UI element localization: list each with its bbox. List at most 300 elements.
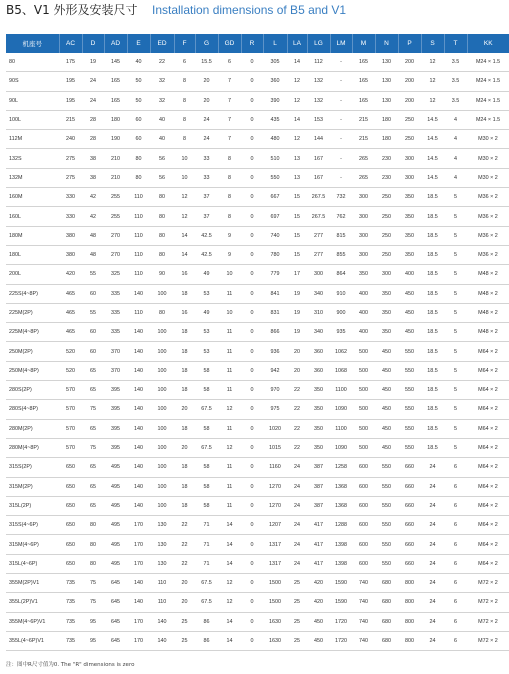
table-row — [6, 245, 509, 264]
dimension-cell: 8 — [218, 188, 241, 207]
dimension-cell: 18.5 — [421, 438, 444, 457]
dimension-cell: 740 — [352, 612, 375, 631]
dimension-cell: M72 × 2 — [467, 574, 509, 593]
dimension-cell: - — [330, 53, 352, 72]
dimension-cell: 680 — [375, 593, 398, 612]
dimension-cell: 1398 — [330, 554, 352, 573]
dimension-cell: 0 — [241, 496, 263, 515]
dimension-cell: 18 — [174, 323, 195, 342]
dimension-cell: 800 — [398, 631, 421, 650]
table-row — [6, 188, 509, 207]
dimension-cell: 12 — [421, 72, 444, 91]
dimension-cell: 8 — [218, 149, 241, 168]
dimension-cell: 165 — [104, 91, 127, 110]
dimension-cell: 14 — [287, 53, 307, 72]
dimension-cell: 0 — [241, 284, 263, 303]
dimension-cell: 12 — [174, 188, 195, 207]
table-row — [6, 361, 509, 380]
dimension-cell: 300 — [307, 265, 330, 284]
dimension-cell: 11 — [218, 419, 241, 438]
frame-size-cell: 315M(2P) — [6, 477, 59, 496]
dimension-cell: 8 — [174, 130, 195, 149]
dimension-cell: 6 — [444, 496, 467, 515]
title-english: Installation dimensions of B5 and V1 — [151, 3, 347, 17]
dimension-cell: 100 — [150, 361, 174, 380]
table-row — [6, 593, 509, 612]
dimension-cell: 275 — [59, 149, 82, 168]
dimension-cell: 660 — [398, 535, 421, 554]
dimension-cell: 0 — [241, 361, 263, 380]
frame-size-cell: 132M — [6, 168, 59, 187]
dimension-cell: 8 — [174, 110, 195, 129]
column-header: ED — [150, 34, 174, 53]
dimension-cell: 270 — [104, 226, 127, 245]
dimension-cell: 16 — [174, 303, 195, 322]
dimension-cell: 395 — [104, 419, 127, 438]
dimension-cell: 12 — [287, 130, 307, 149]
dimension-cell: 5 — [444, 284, 467, 303]
dimension-cell: 300 — [375, 265, 398, 284]
dimension-cell: 417 — [307, 535, 330, 554]
dimension-cell: 48 — [82, 226, 104, 245]
dimension-cell: 22 — [287, 400, 307, 419]
dimension-cell: 0 — [241, 400, 263, 419]
dimension-cell: 495 — [104, 496, 127, 515]
column-header: LG — [307, 34, 330, 53]
dimension-cell: 67.5 — [195, 438, 218, 457]
dimension-cell: 395 — [104, 381, 127, 400]
dimension-cell: 3.5 — [444, 72, 467, 91]
dimension-cell: M64 × 2 — [467, 419, 509, 438]
dimension-cell: 350 — [375, 284, 398, 303]
dimension-cell: 335 — [104, 284, 127, 303]
table-header-row — [6, 34, 509, 53]
dimension-cell: 13 — [287, 149, 307, 168]
dimension-cell: 1015 — [263, 438, 287, 457]
dimension-cell: 6 — [218, 53, 241, 72]
dimension-cell: 165 — [352, 53, 375, 72]
dimension-cell: 350 — [398, 188, 421, 207]
dimension-cell: 38 — [82, 149, 104, 168]
dimension-cell: 417 — [307, 554, 330, 573]
dimension-cell: 780 — [263, 245, 287, 264]
dimension-cell: 395 — [104, 438, 127, 457]
dimension-cell: 16 — [174, 265, 195, 284]
dimension-cell: 0 — [241, 72, 263, 91]
dimension-cell: 230 — [375, 168, 398, 187]
dimension-cell: 510 — [263, 149, 287, 168]
frame-size-cell: 355L(2P)V1 — [6, 593, 59, 612]
dimension-cell: 18.5 — [421, 207, 444, 226]
dimension-cell: M30 × 2 — [467, 130, 509, 149]
dimension-cell: 170 — [127, 612, 150, 631]
dimension-cell: 255 — [104, 188, 127, 207]
dimension-cell: 24 — [421, 593, 444, 612]
dimension-cell: 6 — [444, 631, 467, 650]
title-chinese: B5、V1 外形及安装尺寸 — [6, 3, 138, 17]
dimension-cell: 14 — [218, 554, 241, 573]
dimension-cell: 55 — [82, 303, 104, 322]
dimension-cell: 1160 — [263, 458, 287, 477]
dimension-cell: 3.5 — [444, 53, 467, 72]
dimension-cell: 215 — [352, 130, 375, 149]
dimension-cell: 935 — [330, 323, 352, 342]
dimension-cell: 0 — [241, 593, 263, 612]
dimension-cell: 58 — [195, 458, 218, 477]
dimension-cell: M64 × 2 — [467, 535, 509, 554]
dimension-cell: 65 — [82, 496, 104, 515]
dimension-cell: 18.5 — [421, 361, 444, 380]
dimension-cell: 650 — [59, 477, 82, 496]
dimension-cell: 180 — [375, 130, 398, 149]
dimension-cell: 100 — [150, 477, 174, 496]
dimension-cell: 210 — [104, 168, 127, 187]
column-header: P — [398, 34, 421, 53]
table-row — [6, 381, 509, 400]
frame-size-cell: 112M — [6, 130, 59, 149]
table-row — [6, 400, 509, 419]
frame-size-cell: 132S — [6, 149, 59, 168]
dimension-cell: 56 — [150, 168, 174, 187]
dimension-cell: 49 — [195, 265, 218, 284]
dimension-cell: 255 — [104, 207, 127, 226]
dimension-cell: 250 — [375, 245, 398, 264]
frame-size-cell: 225M(4~8P) — [6, 323, 59, 342]
dimension-cell: 350 — [398, 226, 421, 245]
dimension-cell: 15.5 — [195, 53, 218, 72]
dimension-cell: 732 — [330, 188, 352, 207]
table-body — [6, 53, 509, 651]
frame-size-cell: 250M(2P) — [6, 342, 59, 361]
dimension-cell: 0 — [241, 188, 263, 207]
dimension-cell: 267.5 — [307, 188, 330, 207]
dimension-cell: 165 — [104, 72, 127, 91]
dimension-cell: 550 — [398, 361, 421, 380]
dimension-cell: 735 — [59, 612, 82, 631]
dimension-cell: 335 — [104, 323, 127, 342]
dimension-cell: 1207 — [263, 516, 287, 535]
dimension-cell: 25 — [287, 631, 307, 650]
dimension-cell: M64 × 2 — [467, 381, 509, 400]
dimension-cell: 0 — [241, 207, 263, 226]
dimension-cell: 4 — [444, 149, 467, 168]
frame-size-cell: 280M(2P) — [6, 419, 59, 438]
dimension-cell: 53 — [195, 284, 218, 303]
dimension-cell: 0 — [241, 226, 263, 245]
dimension-cell: 0 — [241, 91, 263, 110]
dimension-cell: 450 — [398, 323, 421, 342]
dimension-cell: 6 — [444, 477, 467, 496]
dimension-cell: 140 — [150, 631, 174, 650]
dimension-cell: 250 — [375, 188, 398, 207]
dimension-cell: 0 — [241, 168, 263, 187]
dimension-cell: 18.5 — [421, 342, 444, 361]
dimension-cell: 600 — [352, 458, 375, 477]
dimension-cell: 0 — [241, 53, 263, 72]
dimension-cell: 24 — [421, 496, 444, 515]
dimension-cell: 42 — [82, 207, 104, 226]
dimension-cell: 550 — [375, 516, 398, 535]
dimension-cell: 100 — [150, 458, 174, 477]
dimension-cell: M64 × 2 — [467, 477, 509, 496]
dimension-cell: 520 — [59, 361, 82, 380]
dimension-cell: 387 — [307, 458, 330, 477]
dimension-cell: 18 — [174, 342, 195, 361]
dimension-cell: 4 — [444, 130, 467, 149]
dimension-cell: 132 — [307, 72, 330, 91]
dimension-cell: 500 — [352, 342, 375, 361]
column-header: G — [195, 34, 218, 53]
dimension-cell: 1258 — [330, 458, 352, 477]
dimension-cell: 250 — [375, 226, 398, 245]
dimension-cell: 132 — [307, 91, 330, 110]
frame-size-cell: 355L(4~6P)V1 — [6, 631, 59, 650]
dimension-cell: 90 — [150, 265, 174, 284]
dimension-cell: 110 — [150, 574, 174, 593]
dimension-cell: 0 — [241, 477, 263, 496]
dimension-cell: 40 — [150, 130, 174, 149]
dimension-cell: 110 — [150, 593, 174, 612]
dimension-cell: 0 — [241, 554, 263, 573]
dimension-cell: 80 — [127, 149, 150, 168]
dimension-cell: 0 — [241, 516, 263, 535]
dimension-cell: 200 — [398, 72, 421, 91]
dimension-cell: - — [330, 168, 352, 187]
dimension-cell: 17 — [287, 265, 307, 284]
dimension-cell: M24 × 1.5 — [467, 110, 509, 129]
dimension-cell: 1720 — [330, 612, 352, 631]
dimension-cell: 65 — [82, 477, 104, 496]
dimension-cell: 24 — [421, 516, 444, 535]
dimension-cell: 667 — [263, 188, 287, 207]
dimension-cell: 450 — [375, 381, 398, 400]
dimension-cell: 24 — [287, 516, 307, 535]
dimension-cell: 465 — [59, 284, 82, 303]
dimension-cell: 420 — [59, 265, 82, 284]
dimension-cell: 267.5 — [307, 207, 330, 226]
dimension-cell: 15 — [287, 188, 307, 207]
dimension-cell: 400 — [398, 265, 421, 284]
dimension-cell: M64 × 2 — [467, 554, 509, 573]
dimension-cell: 167 — [307, 168, 330, 187]
dimension-cell: 350 — [398, 207, 421, 226]
dimension-cell: 24 — [421, 574, 444, 593]
dimension-cell: 550 — [375, 554, 398, 573]
dimension-cell: 110 — [127, 265, 150, 284]
dimension-cell: 95 — [82, 612, 104, 631]
column-header: M — [352, 34, 375, 53]
dimension-cell: 0 — [241, 419, 263, 438]
dimension-cell: 975 — [263, 400, 287, 419]
dimension-cell: 800 — [398, 612, 421, 631]
dimension-cell: 1020 — [263, 419, 287, 438]
dimension-cell: 275 — [59, 168, 82, 187]
dimension-cell: 600 — [352, 516, 375, 535]
dimension-cell: 24 — [287, 554, 307, 573]
dimension-cell: 67.5 — [195, 400, 218, 419]
dimension-cell: 650 — [59, 458, 82, 477]
frame-size-cell: 280S(4~8P) — [6, 400, 59, 419]
dimension-cell: M64 × 2 — [467, 400, 509, 419]
frame-size-cell: 315L(4~6P) — [6, 554, 59, 573]
dimension-cell: 395 — [104, 400, 127, 419]
dimension-cell: 495 — [104, 535, 127, 554]
dimension-cell: 80 — [150, 303, 174, 322]
dimension-cell: 100 — [150, 419, 174, 438]
dimension-cell: 387 — [307, 477, 330, 496]
dimension-cell: 7 — [218, 91, 241, 110]
dimension-cell: 175 — [59, 53, 82, 72]
dimension-cell: 0 — [241, 535, 263, 554]
dimension-cell: 60 — [82, 342, 104, 361]
dimension-cell: 650 — [59, 496, 82, 515]
dimension-cell: 24 — [421, 554, 444, 573]
dimension-cell: 277 — [307, 226, 330, 245]
dimension-cell: M30 × 2 — [467, 149, 509, 168]
dimension-cell: 645 — [104, 612, 127, 631]
dimension-cell: 500 — [352, 361, 375, 380]
table-row — [6, 535, 509, 554]
dimension-cell: M64 × 2 — [467, 496, 509, 515]
dimension-cell: 9 — [218, 226, 241, 245]
dimension-cell: 37 — [195, 207, 218, 226]
dimension-cell: 165 — [352, 91, 375, 110]
dimension-cell: 450 — [307, 612, 330, 631]
dimension-cell: 600 — [352, 477, 375, 496]
dimension-cell: 86 — [195, 631, 218, 650]
frame-size-cell: 355M(2P)V1 — [6, 574, 59, 593]
dimension-cell: 60 — [127, 110, 150, 129]
dimension-cell: 5 — [444, 361, 467, 380]
dimension-cell: 24 — [421, 458, 444, 477]
dimension-cell: 24 — [287, 458, 307, 477]
dimension-cell: M30 × 2 — [467, 168, 509, 187]
dimension-cell: 350 — [307, 438, 330, 457]
dimension-cell: 22 — [287, 381, 307, 400]
dimension-cell: 18.5 — [421, 245, 444, 264]
dimension-cell: 75 — [82, 593, 104, 612]
dimension-cell: 140 — [127, 361, 150, 380]
dimension-cell: 0 — [241, 323, 263, 342]
dimension-cell: 300 — [352, 226, 375, 245]
dimension-cell: M64 × 2 — [467, 438, 509, 457]
dimension-cell: 10 — [218, 265, 241, 284]
dimension-cell: 330 — [59, 207, 82, 226]
dimension-cell: 831 — [263, 303, 287, 322]
dimension-cell: 5 — [444, 438, 467, 457]
dimension-cell: 1090 — [330, 400, 352, 419]
dimension-cell: 58 — [195, 361, 218, 380]
dimension-cell: 495 — [104, 554, 127, 573]
dimension-cell: 130 — [375, 91, 398, 110]
dimension-cell: 20 — [195, 72, 218, 91]
dimension-cell: 8 — [174, 91, 195, 110]
dimension-cell: 900 — [330, 303, 352, 322]
dimension-cell: 75 — [82, 438, 104, 457]
dimension-cell: 650 — [59, 554, 82, 573]
dimension-cell: 800 — [398, 574, 421, 593]
dimension-cell: 815 — [330, 226, 352, 245]
dimension-cell: 5 — [444, 381, 467, 400]
dimension-cell: 1368 — [330, 477, 352, 496]
frame-size-cell: 225M(2P) — [6, 303, 59, 322]
dimension-cell: 230 — [375, 149, 398, 168]
dimension-cell: 13 — [287, 168, 307, 187]
dimension-cell: 310 — [307, 303, 330, 322]
dimension-cell: 495 — [104, 516, 127, 535]
table-row — [6, 458, 509, 477]
dimension-cell: 420 — [307, 593, 330, 612]
dimension-cell: 100 — [150, 323, 174, 342]
dimension-cell: 153 — [307, 110, 330, 129]
dimension-cell: 14 — [174, 245, 195, 264]
table-row — [6, 612, 509, 631]
dimension-cell: M72 × 2 — [467, 612, 509, 631]
column-header: 机座号 — [6, 34, 59, 53]
dimension-cell: 420 — [307, 574, 330, 593]
dimension-cell: 800 — [398, 593, 421, 612]
dimension-cell: 56 — [150, 149, 174, 168]
table-row — [6, 168, 509, 187]
column-header: N — [375, 34, 398, 53]
dimension-cell: 325 — [104, 265, 127, 284]
dimension-cell: 20 — [195, 91, 218, 110]
dimension-cell: 75 — [82, 574, 104, 593]
dimension-cell: 18 — [174, 284, 195, 303]
dimension-cell: 7 — [218, 72, 241, 91]
dimension-cell: 60 — [82, 323, 104, 342]
dimension-cell: 1317 — [263, 554, 287, 573]
dimension-cell: 1100 — [330, 381, 352, 400]
dimension-cell: 22 — [174, 554, 195, 573]
dimension-cell: 80 — [82, 554, 104, 573]
dimension-cell: 550 — [398, 400, 421, 419]
dimension-cell: 550 — [375, 535, 398, 554]
dimension-cell: - — [330, 72, 352, 91]
dimension-cell: 80 — [150, 226, 174, 245]
dimension-cell: 140 — [127, 496, 150, 515]
dimension-cell: 14.5 — [421, 168, 444, 187]
table-row — [6, 149, 509, 168]
table-row — [6, 438, 509, 457]
dimension-cell: 1317 — [263, 535, 287, 554]
dimension-cell: 450 — [375, 342, 398, 361]
dimension-cell: 735 — [59, 593, 82, 612]
table-row — [6, 110, 509, 129]
dimension-cell: 20 — [174, 593, 195, 612]
dimension-cell: 400 — [352, 323, 375, 342]
dimension-cell: 12 — [287, 72, 307, 91]
dimension-cell: 80 — [150, 245, 174, 264]
dimension-cell: 18.5 — [421, 400, 444, 419]
dimension-cell: 5 — [444, 207, 467, 226]
column-header: AD — [104, 34, 127, 53]
dimension-cell: 740 — [352, 574, 375, 593]
dimension-cell: 1100 — [330, 419, 352, 438]
dimension-cell: 14 — [218, 612, 241, 631]
dimension-cell: 80 — [82, 516, 104, 535]
dimension-cell: 24 — [421, 477, 444, 496]
table-row — [6, 323, 509, 342]
dimension-cell: 15 — [287, 207, 307, 226]
dimension-cell: 32 — [150, 72, 174, 91]
dimension-cell: 645 — [104, 593, 127, 612]
dimension-cell: 8 — [218, 168, 241, 187]
dimension-cell: 550 — [398, 381, 421, 400]
dimension-cell: 18 — [174, 458, 195, 477]
dimension-cell: 58 — [195, 419, 218, 438]
dimension-cell: 9 — [218, 245, 241, 264]
